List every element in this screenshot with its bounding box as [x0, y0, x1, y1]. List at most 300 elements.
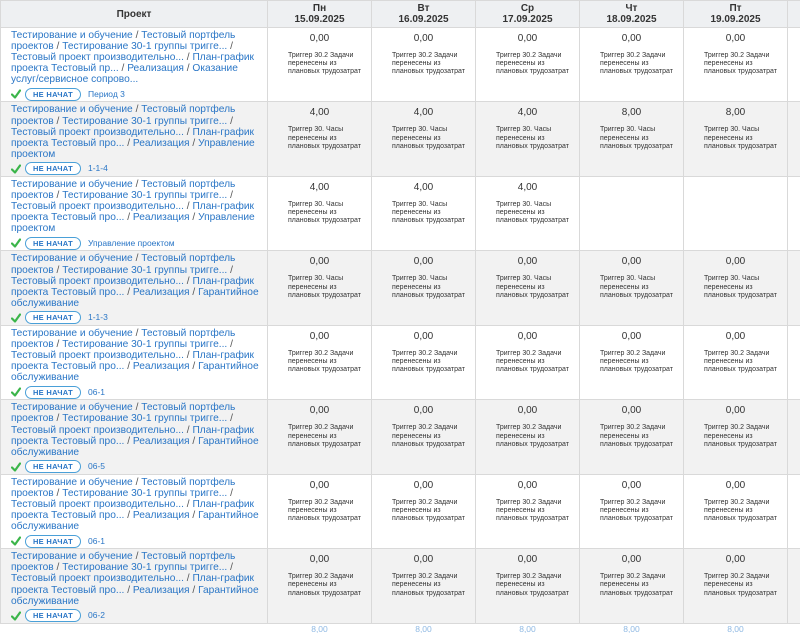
hours-note: Триггер 30.2 Задачи перенесены из плановых трудозатрат: [580, 499, 680, 524]
breadcrumb-separator: /: [190, 287, 199, 298]
breadcrumb-link[interactable]: Реализация: [133, 287, 190, 298]
date-label: 16.09.2025: [372, 14, 475, 25]
breadcrumb-separator: /: [133, 402, 142, 413]
project-cell: [1, 474, 268, 548]
breadcrumb-link[interactable]: Тестовый портфель проектов: [11, 551, 235, 573]
breadcrumb-link[interactable]: Гарантийное обслуживание: [11, 287, 259, 309]
hours-value: 0,00: [580, 331, 683, 343]
check-icon: [11, 164, 21, 174]
breadcrumb-link[interactable]: План-график проекта Тестовый про...: [11, 350, 254, 372]
project-cell: [1, 251, 268, 325]
day-cell[interactable]: [684, 28, 788, 102]
breadcrumb-separator: /: [54, 116, 63, 127]
breadcrumb-link[interactable]: Тестирование 30-1 группы тригге...: [62, 488, 227, 499]
project-column-header[interactable]: Проект: [1, 1, 268, 28]
project-cell: [1, 28, 268, 102]
breadcrumb-link[interactable]: Тестирование и обучение: [11, 30, 133, 41]
project-cell: [1, 325, 268, 399]
hours-note: Триггер 30.2 Задачи перенесены из плановых трудозатрат: [268, 499, 368, 524]
hours-value: [580, 182, 683, 194]
header-row: [1, 1, 800, 28]
hours-note: Триггер 30.2 Задачи перенесены из плановых трудозатрат: [372, 424, 472, 449]
breadcrumb-link[interactable]: Тестирование 30-1 группы тригге...: [62, 116, 227, 127]
day-cell[interactable]: [268, 28, 372, 102]
breadcrumb-separator: /: [124, 361, 133, 372]
breadcrumb-separator: /: [184, 425, 193, 436]
stage-label[interactable]: 1-1-3: [88, 312, 108, 323]
breadcrumb-separator: /: [190, 212, 199, 223]
breadcrumb-link[interactable]: План-график проекта Тестовый про...: [11, 201, 254, 223]
hours-note: Триггер 30.2 Задачи перенесены из плановых трудозатрат: [268, 424, 368, 449]
breadcrumb-link[interactable]: Тестирование 30-1 группы тригге...: [62, 41, 227, 52]
date-label: 15.09.2025: [268, 14, 371, 25]
project-cell: [1, 400, 268, 474]
hours-note: Триггер 30.2 Задачи перенесены из плановых трудозатрат: [684, 499, 784, 524]
day-cell[interactable]: [684, 251, 788, 325]
day-cell[interactable]: [372, 325, 476, 399]
hours-value: 4,00: [268, 107, 371, 119]
project-cell: [1, 549, 268, 623]
hours-value: 0,00: [268, 331, 371, 343]
breadcrumb-separator: /: [124, 510, 133, 521]
breadcrumb-separator: /: [124, 138, 133, 149]
breadcrumb-link[interactable]: Тестовый портфель проектов: [11, 104, 235, 126]
project-cell: [1, 176, 268, 250]
hours-value: 0,00: [372, 554, 475, 566]
breadcrumb-link[interactable]: Тестовый портфель проектов: [11, 30, 235, 52]
hours-note: Триггер 30. Часы перенесены из плановых трудозатрат: [372, 201, 472, 226]
hours-note: Триггер 30.2 Задачи перенесены из плановых трудозатрат: [684, 424, 784, 449]
hours-note: Триггер 30.2 Задачи перенесены из плановых трудозатрат: [580, 350, 680, 375]
day-cell[interactable]: [476, 325, 580, 399]
hours-value: 0,00: [372, 256, 475, 268]
hours-value: 4,00: [268, 182, 371, 194]
hours-value: 0,00: [372, 33, 475, 45]
hours-note: Триггер 30. Часы перенесены из плановых трудозатрат: [476, 201, 576, 226]
table-row: [1, 549, 800, 623]
day-cell-extra: [788, 549, 800, 623]
status-line: [11, 311, 263, 325]
breadcrumb-link[interactable]: Тестовый проект производительно...: [11, 425, 184, 436]
hours-value: 0,00: [684, 256, 787, 268]
hours-value: 0,00: [580, 33, 683, 45]
breadcrumb-separator: /: [133, 253, 142, 264]
status-badge[interactable]: НЕ НАЧАТ: [25, 609, 81, 622]
check-icon: [11, 313, 21, 323]
breadcrumb-link[interactable]: План-график проекта Тестовый про...: [11, 276, 254, 298]
hours-value: 0,00: [684, 480, 787, 492]
breadcrumb-link[interactable]: Реализация: [133, 585, 190, 596]
check-icon: [11, 611, 21, 621]
hours-value: 8,00: [580, 107, 683, 119]
breadcrumb-link[interactable]: Оказание услуг/сервисное сопрово...: [11, 63, 238, 85]
weekday-label: Ср: [476, 3, 579, 14]
breadcrumb-link[interactable]: План-график проекта Тестовый про...: [11, 127, 254, 149]
hours-note: Триггер 30.2 Задачи перенесены из плановых трудозатрат: [580, 573, 680, 598]
hours-note: Триггер 30. Часы перенесены из плановых трудозатрат: [580, 126, 680, 151]
breadcrumb-separator: /: [133, 179, 142, 190]
breadcrumb-link[interactable]: Тестирование 30-1 группы тригге...: [62, 265, 227, 276]
hours-value: 8,00: [684, 107, 787, 119]
day-cell-extra: [788, 474, 800, 548]
total-value-extra: [788, 623, 800, 640]
project-path: [11, 402, 263, 457]
day-cell[interactable]: [372, 474, 476, 548]
stage-label[interactable]: 06-1: [88, 387, 105, 398]
day-cell-extra: [788, 28, 800, 102]
project-path: [11, 551, 263, 606]
day-cell[interactable]: [268, 251, 372, 325]
hours-value: 0,00: [684, 33, 787, 45]
project-path: [11, 253, 263, 308]
breadcrumb-link[interactable]: Тестовый портфель проектов: [11, 179, 235, 201]
date-label: 19.09.2025: [684, 14, 787, 25]
status-line: [11, 534, 263, 548]
hours-value: 0,00: [372, 480, 475, 492]
hours-value: 0,00: [580, 480, 683, 492]
day-cell[interactable]: [580, 28, 684, 102]
day-cell[interactable]: [684, 102, 788, 176]
breadcrumb-separator: /: [54, 265, 63, 276]
day-cell[interactable]: [372, 102, 476, 176]
hours-value: 0,00: [268, 33, 371, 45]
breadcrumb-link[interactable]: План-график проекта Тестовый пр...: [11, 52, 254, 74]
breadcrumb-separator: /: [190, 138, 199, 149]
day-cell[interactable]: [580, 325, 684, 399]
day-cell[interactable]: [268, 474, 372, 548]
breadcrumb-link[interactable]: Управление проектом: [11, 212, 255, 234]
hours-note: Триггер 30.2 Задачи перенесены из плановых трудозатрат: [580, 52, 680, 77]
hours-note: Триггер 30. Часы перенесены из плановых трудозатрат: [372, 126, 472, 151]
hours-note: Триггер 30.2 Задачи перенесены из плановых трудозатрат: [580, 424, 680, 449]
breadcrumb-separator: /: [227, 413, 233, 424]
breadcrumb-separator: /: [227, 190, 233, 201]
hours-value: 0,00: [372, 331, 475, 343]
breadcrumb-separator: /: [190, 361, 199, 372]
breadcrumb-link[interactable]: Гарантийное обслуживание: [11, 361, 259, 383]
breadcrumb-separator: /: [133, 328, 142, 339]
day-cell-extra: [788, 325, 800, 399]
hours-note: Триггер 30. Часы перенесены из плановых трудозатрат: [580, 275, 680, 300]
breadcrumb-separator: /: [133, 551, 142, 562]
hours-value: [684, 182, 787, 194]
day-cell[interactable]: [268, 325, 372, 399]
total-value: 8,00: [268, 623, 372, 640]
breadcrumb-link[interactable]: Тестирование и обучение: [11, 328, 133, 339]
totals-label-cell: [1, 623, 268, 640]
day-header-fri: [684, 1, 788, 28]
day-header-thu: [580, 1, 684, 28]
hours-note: Триггер 30. Часы перенесены из плановых трудозатрат: [476, 126, 576, 151]
breadcrumb-link[interactable]: Тестирование 30-1 группы тригге...: [62, 413, 227, 424]
totals-row: [1, 623, 800, 640]
hours-value: 0,00: [268, 480, 371, 492]
status-badge[interactable]: НЕ НАЧАТ: [25, 311, 81, 324]
table-row: [1, 28, 800, 102]
hours-value: 4,00: [372, 107, 475, 119]
breadcrumb-link[interactable]: Тестовый портфель проектов: [11, 402, 235, 424]
breadcrumb-link[interactable]: Реализация: [133, 361, 190, 372]
breadcrumb-link[interactable]: Тестовый проект производительно...: [11, 52, 184, 63]
project-path: [11, 30, 263, 85]
stage-label[interactable]: Период 3: [88, 89, 125, 100]
hours-note: Триггер 30. Часы перенесены из плановых трудозатрат: [268, 126, 368, 151]
hours-value: 4,00: [476, 107, 579, 119]
day-cell[interactable]: [476, 176, 580, 250]
stage-label[interactable]: 06-5: [88, 461, 105, 472]
table-row: [1, 176, 800, 250]
breadcrumb-separator: /: [184, 127, 193, 138]
project-cell: [1, 102, 268, 176]
hours-value: 4,00: [372, 182, 475, 194]
hours-note: Триггер 30. Часы перенесены из плановых трудозатрат: [684, 126, 784, 151]
day-cell[interactable]: [580, 176, 684, 250]
breadcrumb-link[interactable]: Тестирование и обучение: [11, 477, 133, 488]
breadcrumb-link[interactable]: План-график проекта Тестовый про...: [11, 425, 254, 447]
breadcrumb-separator: /: [184, 63, 193, 74]
day-cell[interactable]: [580, 251, 684, 325]
hours-value: 0,00: [372, 405, 475, 417]
breadcrumb-link[interactable]: Тестовый проект производительно...: [11, 499, 184, 510]
check-icon: [11, 238, 21, 248]
breadcrumb-link[interactable]: Тестовый портфель проектов: [11, 328, 235, 350]
hours-note: Триггер 30.2 Задачи перенесены из плановых трудозатрат: [372, 350, 472, 375]
hours-note: Триггер 30.2 Задачи перенесены из плановых трудозатрат: [476, 424, 576, 449]
breadcrumb-link[interactable]: Реализация: [133, 436, 190, 447]
stage-label[interactable]: 06-1: [88, 536, 105, 547]
breadcrumb-separator: /: [190, 436, 199, 447]
breadcrumb-link[interactable]: Тестирование и обучение: [11, 551, 133, 562]
day-cell[interactable]: [476, 474, 580, 548]
breadcrumb-separator: /: [184, 201, 193, 212]
status-line: [11, 385, 263, 399]
hours-note: Триггер 30.2 Задачи перенесены из плановых трудозатрат: [684, 350, 784, 375]
day-cell[interactable]: [476, 251, 580, 325]
status-badge[interactable]: НЕ НАЧАТ: [25, 535, 81, 548]
breadcrumb-link[interactable]: Тестирование и обучение: [11, 402, 133, 413]
breadcrumb-separator: /: [184, 350, 193, 361]
day-cell[interactable]: [268, 102, 372, 176]
hours-note: Триггер 30.2 Задачи перенесены из плановых трудозатрат: [476, 350, 576, 375]
day-cell[interactable]: [372, 400, 476, 474]
day-cell-extra: [788, 400, 800, 474]
hours-value: 0,00: [476, 256, 579, 268]
breadcrumb-link[interactable]: Тестовый проект производительно...: [11, 127, 184, 138]
hours-note: Триггер 30.2 Задачи перенесены из плановых трудозатрат: [372, 52, 472, 77]
hours-value: 0,00: [268, 405, 371, 417]
breadcrumb-separator: /: [184, 573, 193, 584]
hours-note: Триггер 30. Часы перенесены из плановых трудозатрат: [684, 275, 784, 300]
breadcrumb-separator: /: [184, 276, 193, 287]
hours-note: Триггер 30.2 Задачи перенесены из плановых трудозатрат: [476, 499, 576, 524]
stage-label[interactable]: Управление проектом: [88, 238, 175, 249]
hours-note: Триггер 30. Часы перенесены из плановых трудозатрат: [476, 275, 576, 300]
check-icon: [11, 387, 21, 397]
day-cell-extra: [788, 102, 800, 176]
breadcrumb-separator: /: [124, 287, 133, 298]
breadcrumb-separator: /: [184, 52, 193, 63]
day-cell[interactable]: [476, 549, 580, 623]
breadcrumb-separator: /: [227, 116, 233, 127]
stage-label[interactable]: 06-2: [88, 610, 105, 621]
breadcrumb-link[interactable]: Управление проектом: [11, 138, 255, 160]
day-cell[interactable]: [372, 28, 476, 102]
hours-value: 0,00: [268, 554, 371, 566]
hours-note: Триггер 30. Часы перенесены из плановых трудозатрат: [268, 275, 368, 300]
table-row: [1, 400, 800, 474]
total-value: 8,00: [684, 623, 788, 640]
check-icon: [11, 536, 21, 546]
breadcrumb-separator: /: [54, 413, 63, 424]
breadcrumb-separator: /: [124, 436, 133, 447]
breadcrumb-separator: /: [227, 41, 233, 52]
day-cell[interactable]: [580, 400, 684, 474]
hours-note: Триггер 30.2 Задачи перенесены из плановых трудозатрат: [476, 573, 576, 598]
day-cell[interactable]: [476, 102, 580, 176]
breadcrumb-link[interactable]: Тестирование и обучение: [11, 179, 133, 190]
breadcrumb-separator: /: [119, 63, 128, 74]
table-row: [1, 325, 800, 399]
breadcrumb-separator: /: [54, 41, 63, 52]
total-value: 8,00: [476, 623, 580, 640]
breadcrumb-separator: /: [227, 265, 233, 276]
hours-value: 0,00: [476, 554, 579, 566]
project-path: [11, 179, 263, 234]
project-path: [11, 328, 263, 383]
breadcrumb-separator: /: [190, 510, 199, 521]
status-badge[interactable]: НЕ НАЧАТ: [25, 237, 81, 250]
date-label: 17.09.2025: [476, 14, 579, 25]
breadcrumb-link[interactable]: Тестовый проект производительно...: [11, 276, 184, 287]
breadcrumb-separator: /: [124, 585, 133, 596]
check-icon: [11, 462, 21, 472]
weekday-label: Вт: [372, 3, 475, 14]
hours-note: Триггер 30.2 Задачи перенесены из плановых трудозатрат: [372, 499, 472, 524]
weekday-label: Пт: [684, 3, 787, 14]
breadcrumb-link[interactable]: Тестирование и обучение: [11, 253, 133, 264]
breadcrumb-link[interactable]: Гарантийное обслуживание: [11, 510, 259, 532]
hours-note: Триггер 30.2 Задачи перенесены из плановых трудозатрат: [476, 52, 576, 77]
day-cell[interactable]: [268, 549, 372, 623]
status-badge[interactable]: НЕ НАЧАТ: [25, 386, 81, 399]
hours-note: Триггер 30.2 Задачи перенесены из плановых трудозатрат: [268, 350, 368, 375]
day-cell[interactable]: [268, 176, 372, 250]
weekday-label: Чт: [580, 3, 683, 14]
hours-value: 4,00: [476, 182, 579, 194]
day-cell[interactable]: [268, 400, 372, 474]
breadcrumb-separator: /: [133, 477, 142, 488]
day-header-tue: [372, 1, 476, 28]
hours-note: Триггер 30.2 Задачи перенесены из плановых трудозатрат: [684, 573, 784, 598]
project-path: [11, 104, 263, 159]
breadcrumb-link[interactable]: Тестирование и обучение: [11, 104, 133, 115]
day-cell[interactable]: [372, 549, 476, 623]
breadcrumb-separator: /: [227, 562, 233, 573]
hours-note: Триггер 30. Часы перенесены из плановых трудозатрат: [372, 275, 472, 300]
day-cell[interactable]: [580, 549, 684, 623]
weekday-label: Пн: [268, 3, 371, 14]
total-value: 8,00: [372, 623, 476, 640]
day-cell-extra: [788, 176, 800, 250]
breadcrumb-link[interactable]: Реализация: [133, 510, 190, 521]
day-cell[interactable]: [580, 102, 684, 176]
breadcrumb-separator: /: [227, 488, 233, 499]
breadcrumb-separator: /: [227, 339, 233, 350]
breadcrumb-link[interactable]: Тестовый проект производительно...: [11, 201, 184, 212]
hours-value: 0,00: [684, 405, 787, 417]
project-path: [11, 477, 263, 532]
hours-value: 0,00: [684, 331, 787, 343]
breadcrumb-separator: /: [124, 212, 133, 223]
breadcrumb-separator: /: [54, 488, 63, 499]
check-icon: [11, 89, 21, 99]
status-line: [11, 162, 263, 176]
day-cell[interactable]: [684, 549, 788, 623]
hours-note: Триггер 30. Часы перенесены из плановых трудозатрат: [268, 201, 368, 226]
day-header-extra: [788, 1, 800, 28]
day-cell[interactable]: [684, 400, 788, 474]
day-cell[interactable]: [372, 251, 476, 325]
breadcrumb-link[interactable]: Гарантийное обслуживание: [11, 585, 259, 607]
breadcrumb-link[interactable]: Тестовый проект производительно...: [11, 573, 184, 584]
day-cell[interactable]: [476, 28, 580, 102]
day-cell[interactable]: [372, 176, 476, 250]
breadcrumb-link[interactable]: Реализация: [127, 63, 184, 74]
day-cell-extra: [788, 251, 800, 325]
breadcrumb-separator: /: [190, 585, 199, 596]
hours-note: Триггер 30.2 Задачи перенесены из плановых трудозатрат: [268, 52, 368, 77]
status-badge[interactable]: НЕ НАЧАТ: [25, 460, 81, 473]
breadcrumb-link[interactable]: Тестирование 30-1 группы тригге...: [62, 190, 227, 201]
hours-value: 0,00: [476, 331, 579, 343]
breadcrumb-separator: /: [54, 339, 63, 350]
status-line: [11, 87, 263, 101]
table-row: [1, 474, 800, 548]
day-cell[interactable]: [684, 176, 788, 250]
day-cell[interactable]: [476, 400, 580, 474]
breadcrumb-link[interactable]: Тестовый портфель проектов: [11, 253, 235, 275]
breadcrumb-link[interactable]: Тестирование 30-1 группы тригге...: [62, 339, 227, 350]
breadcrumb-link[interactable]: План-график проекта Тестовый про...: [11, 573, 254, 595]
hours-value: 0,00: [580, 554, 683, 566]
day-header-wed: [476, 1, 580, 28]
day-cell[interactable]: [684, 325, 788, 399]
table-row: [1, 251, 800, 325]
day-cell[interactable]: [684, 474, 788, 548]
status-badge[interactable]: НЕ НАЧАТ: [25, 88, 81, 101]
total-value: 8,00: [580, 623, 684, 640]
breadcrumb-link[interactable]: План-график проекта Тестовый про...: [11, 499, 254, 521]
status-badge[interactable]: НЕ НАЧАТ: [25, 162, 81, 175]
table-row: [1, 102, 800, 176]
breadcrumb-link[interactable]: Тестовый портфель проектов: [11, 477, 235, 499]
hours-value: 0,00: [476, 405, 579, 417]
breadcrumb-link[interactable]: Тестирование 30-1 группы тригге...: [62, 562, 227, 573]
day-cell[interactable]: [580, 474, 684, 548]
hours-value: 0,00: [684, 554, 787, 566]
breadcrumb-link[interactable]: Реализация: [133, 212, 190, 223]
hours-note: Триггер 30.2 Задачи перенесены из плановых трудозатрат: [268, 573, 368, 598]
breadcrumb-separator: /: [54, 190, 63, 201]
breadcrumb-link[interactable]: Реализация: [133, 138, 190, 149]
stage-label[interactable]: 1-1-4: [88, 163, 108, 174]
breadcrumb-link[interactable]: Тестовый проект производительно...: [11, 350, 184, 361]
breadcrumb-separator: /: [184, 499, 193, 510]
date-label: 18.09.2025: [580, 14, 683, 25]
breadcrumb-link[interactable]: Гарантийное обслуживание: [11, 436, 259, 458]
breadcrumb-separator: /: [133, 30, 142, 41]
hours-value: 0,00: [476, 33, 579, 45]
